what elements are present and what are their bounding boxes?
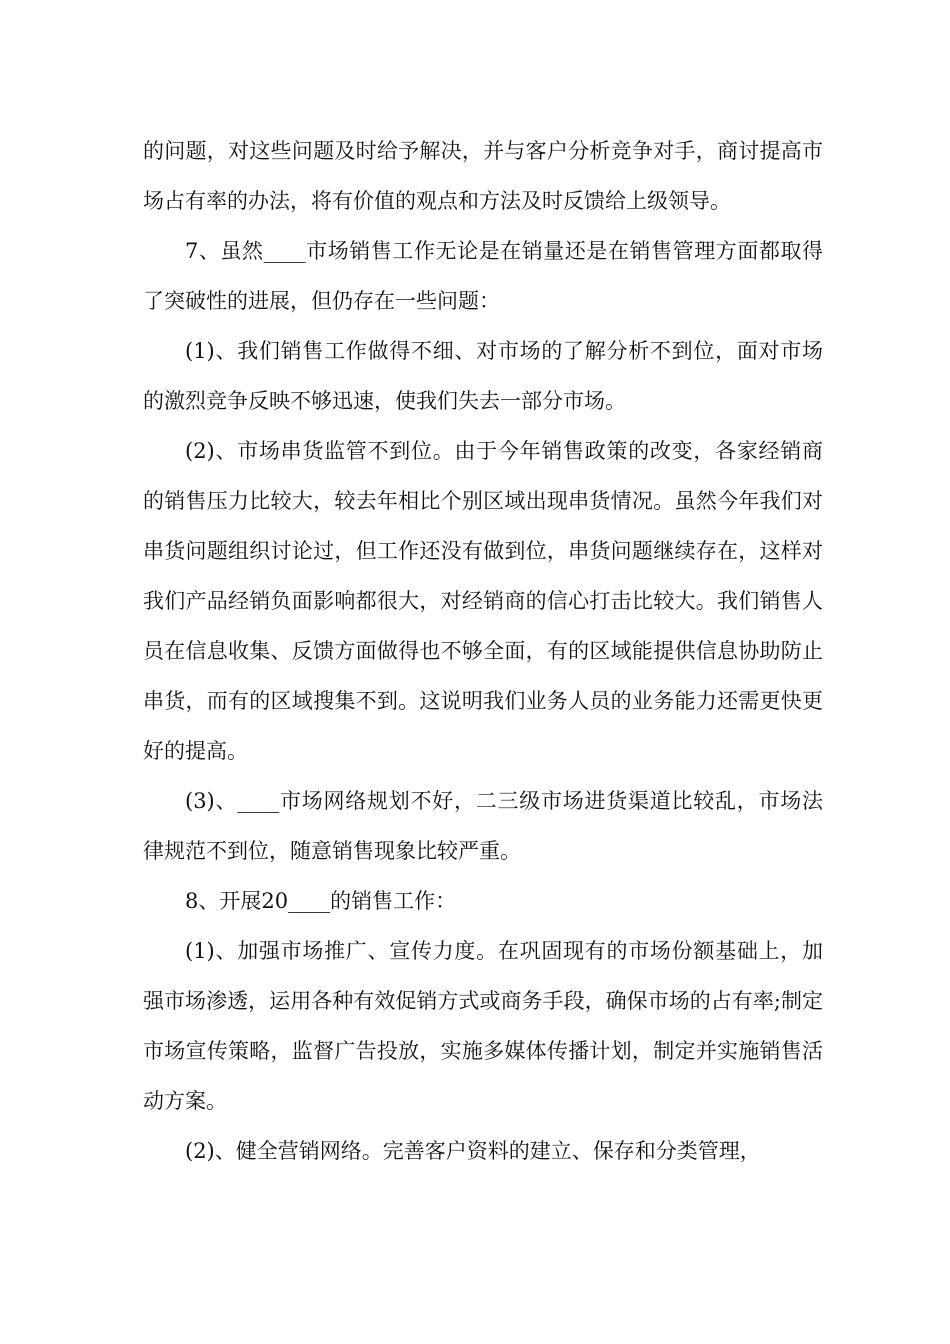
paragraph-5: (3)、____市场网络规划不好，二三级市场进货渠道比较乱，市场法律规范不到位，随意销售现象比较严重。 bbox=[143, 789, 823, 863]
paragraph-8: (2)、健全营销网络。完善客户资料的建立、保存和分类管理， bbox=[185, 1139, 761, 1163]
paragraph-3: (1)、我们销售工作做得不细、对市场的了解分析不到位，面对市场的激烈竞争反映不够迅速，使我们失去一部分市场。 bbox=[143, 339, 823, 413]
document-body bbox=[143, 126, 823, 1176]
paragraph-6: 8、开展20____的销售工作： bbox=[185, 889, 457, 913]
paragraph-7: (1)、加强市场推广、宣传力度。在巩固现有的市场份额基础上，加强市场渗透，运用各种有效促销方式或商务手段，确保市场的占有率;制定市场宣传策略，监督广告投放，实施多媒体传播计划，制定并实施销售活动方案。 bbox=[143, 939, 823, 1113]
paragraph-4: (2)、市场串货监管不到位。由于今年销售政策的改变，各家经销商的销售压力比较大，较去年相比个别区域出现串货情况。虽然今年我们对串货问题组织讨论过，但工作还没有做到位，串货问题继续存在，这样对我们产品经销负面影响都很大，对经销商的信心打击比较大。我们销售人员在信息收集、反馈方面做得也不够全面，有的区域能提供信息协助防止串货，而有的区域搜集不到。这说明我们业务人员的业务能力还需更快更好的提高。 bbox=[143, 439, 823, 763]
paragraph-2: 7、虽然____市场销售工作无论是在销量还是在销售管理方面都取得了突破性的进展，但仍存在一些问题： bbox=[143, 239, 823, 313]
paragraph-1: 的问题，对这些问题及时给予解决，并与客户分析竞争对手，商讨提高市场占有率的办法，将有价值的观点和方法及时反馈给上级领导。 bbox=[143, 139, 823, 213]
